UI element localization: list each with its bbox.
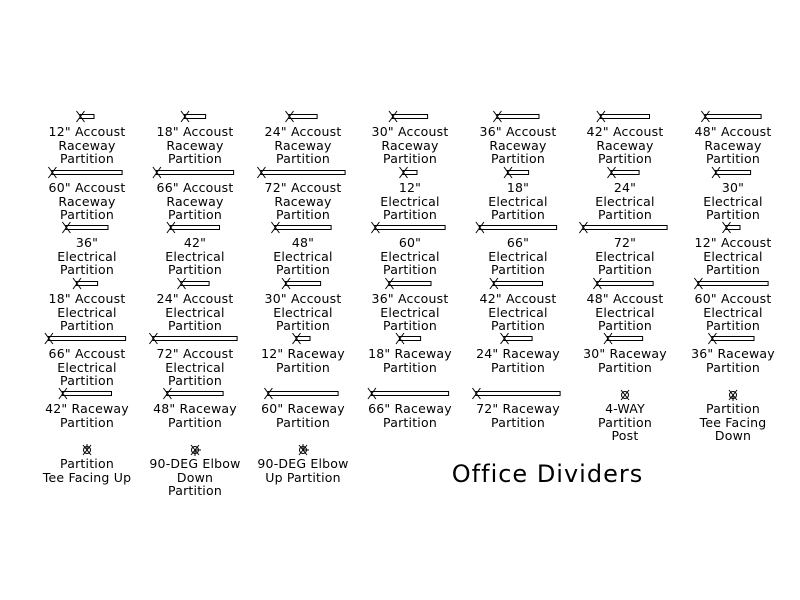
symbol-cell xyxy=(571,388,679,444)
symbol-label: 18" Raceway Partition xyxy=(368,346,452,375)
symbol-cell xyxy=(571,222,679,278)
symbol-label: 30" Accoust Raceway Partition xyxy=(371,124,449,166)
symbol-label: 12" Raceway Partition xyxy=(261,346,345,375)
symbol-cell xyxy=(33,167,141,223)
symbol-cell xyxy=(141,388,249,444)
symbol-label: 72" Accoust Electrical Partition xyxy=(156,346,234,388)
symbol-cell xyxy=(464,278,572,334)
symbol-cell xyxy=(464,222,572,278)
symbol-cell xyxy=(464,333,572,389)
symbol-label: 66" Raceway Partition xyxy=(368,401,452,430)
symbol-label: 18" Accoust Raceway Partition xyxy=(156,124,234,166)
symbol-cell xyxy=(33,222,141,278)
symbol-cell xyxy=(571,333,679,389)
symbol-label: 24" Raceway Partition xyxy=(476,346,560,375)
symbol-label: 72" Raceway Partition xyxy=(476,401,560,430)
symbol-cell xyxy=(679,388,787,444)
symbol-cell xyxy=(679,333,787,389)
symbol-cell xyxy=(33,111,141,167)
symbol-label: 18" Electrical Partition xyxy=(488,180,548,222)
symbol-cell xyxy=(33,388,141,444)
symbol-label: Partition Tee Facing Up xyxy=(42,456,132,485)
symbol-cell xyxy=(679,222,787,278)
symbol-cell xyxy=(679,278,787,334)
symbol-label: 66" Accoust Raceway Partition xyxy=(156,180,234,222)
symbol-label: 48" Accoust Raceway Partition xyxy=(694,124,772,166)
symbol-cell xyxy=(464,167,572,223)
symbol-cell xyxy=(356,222,464,278)
symbol-label: 60" Accoust Electrical Partition xyxy=(694,291,772,333)
symbol-cell xyxy=(356,388,464,444)
symbol-cell xyxy=(249,278,357,334)
symbol-cell xyxy=(356,278,464,334)
symbol-label: Partition Tee Facing Down xyxy=(699,401,767,443)
symbol-label: 24" Accoust Electrical Partition xyxy=(156,291,234,333)
symbol-label: 30" Accoust Electrical Partition xyxy=(264,291,342,333)
symbol-cell xyxy=(356,167,464,223)
symbol-cell xyxy=(141,167,249,223)
symbol-label: 24" Accoust Raceway Partition xyxy=(264,124,342,166)
symbol-cell xyxy=(141,333,249,389)
symbol-label: 42" Electrical Partition xyxy=(165,235,225,277)
symbol-cell xyxy=(249,111,357,167)
symbol-cell xyxy=(679,167,787,223)
symbol-label: 90-DEG Elbow Down Partition xyxy=(149,456,241,498)
symbol-label: 30" Raceway Partition xyxy=(583,346,667,375)
symbol-cell xyxy=(356,111,464,167)
symbol-label: 18" Accoust Electrical Partition xyxy=(48,291,126,333)
symbol-cell xyxy=(141,278,249,334)
symbol-label: 66" Accoust Electrical Partition xyxy=(48,346,126,388)
symbol-cell xyxy=(141,222,249,278)
symbol-cell xyxy=(249,443,357,499)
symbol-cell xyxy=(571,111,679,167)
symbol-label: 12" Electrical Partition xyxy=(380,180,440,222)
symbol-label: 36" Accoust Electrical Partition xyxy=(371,291,449,333)
symbol-cell xyxy=(571,278,679,334)
symbol-label: 48" Electrical Partition xyxy=(273,235,333,277)
symbol-label: 66" Electrical Partition xyxy=(488,235,548,277)
symbol-cell xyxy=(679,111,787,167)
symbol-label: 36" Raceway Partition xyxy=(691,346,775,375)
symbol-cell xyxy=(33,278,141,334)
symbol-label: 72" Electrical Partition xyxy=(595,235,655,277)
symbol-cell xyxy=(33,443,141,499)
symbol-label: 36" Accoust Raceway Partition xyxy=(479,124,557,166)
symbol-cell xyxy=(464,111,572,167)
symbol-label: 24" Electrical Partition xyxy=(595,180,655,222)
symbol-cell xyxy=(249,167,357,223)
symbol-label: 60" Raceway Partition xyxy=(261,401,345,430)
symbol-label: 42" Accoust Electrical Partition xyxy=(479,291,557,333)
symbol-label: 42" Raceway Partition xyxy=(45,401,129,430)
symbol-label: 36" Electrical Partition xyxy=(57,235,117,277)
symbol-cell xyxy=(249,388,357,444)
symbol-label: 12" Accoust Electrical Partition xyxy=(694,235,772,277)
symbol-cell xyxy=(356,333,464,389)
symbol-label: 12" Accoust Raceway Partition xyxy=(48,124,126,166)
symbol-cell xyxy=(571,167,679,223)
symbol-cell xyxy=(464,388,572,444)
symbol-label: 72" Accoust Raceway Partition xyxy=(264,180,342,222)
symbol-cell xyxy=(33,333,141,389)
symbol-label: 60" Electrical Partition xyxy=(380,235,440,277)
symbol-label: 60" Accoust Raceway Partition xyxy=(48,180,126,222)
symbol-label: 4-WAY Partition Post xyxy=(598,401,652,443)
symbol-cell xyxy=(141,443,249,499)
symbol-label: 90-DEG Elbow Up Partition xyxy=(257,456,349,485)
symbol-cell xyxy=(141,111,249,167)
symbol-cell xyxy=(249,222,357,278)
symbol-label: 48" Raceway Partition xyxy=(153,401,237,430)
symbol-cell xyxy=(249,333,357,389)
drawing-title: Office Dividers xyxy=(451,460,644,488)
symbol-label: 48" Accoust Electrical Partition xyxy=(586,291,664,333)
symbol-label: 30" Electrical Partition xyxy=(703,180,763,222)
symbol-label: 42" Accoust Raceway Partition xyxy=(586,124,664,166)
